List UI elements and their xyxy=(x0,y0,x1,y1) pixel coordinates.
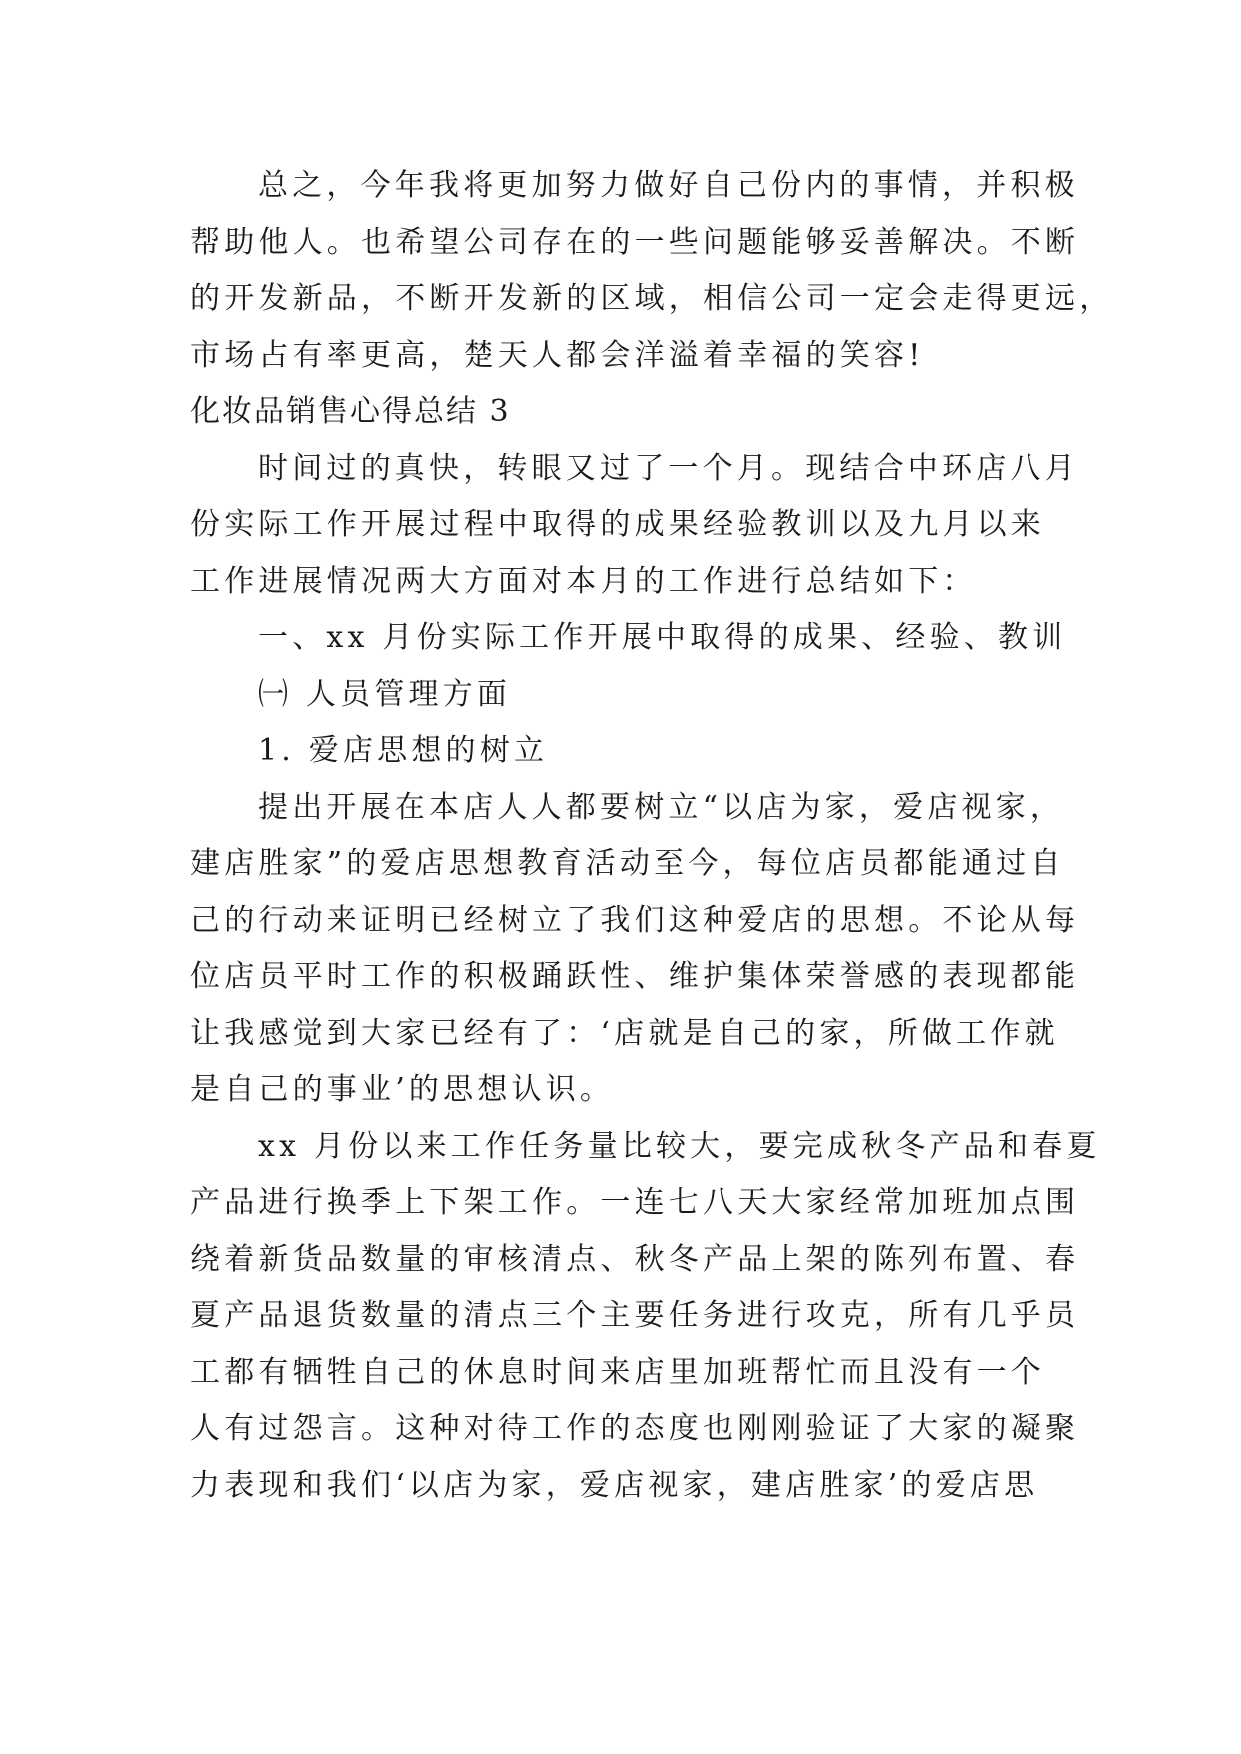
paragraph-line: 总之，今年我将更加努力做好自己份内的事情，并积极 xyxy=(258,168,1079,203)
paragraph-line: xx 月份以来工作任务量比较大，要完成秋冬产品和春夏 xyxy=(258,1128,1101,1164)
subheading-line: 1. 爱店思想的树立 xyxy=(258,733,549,768)
paragraph-line: 力表现和我们‘以店为家，爱店视家，建店胜家’的爱店思 xyxy=(190,1467,1039,1503)
paragraph-line: 帮助他人。也希望公司存在的一些问题能够妥善解决。不断 xyxy=(190,224,1080,260)
paragraph-line: 夏产品退货数量的清点三个主要任务进行攻克，所有几乎员 xyxy=(190,1298,1080,1333)
paragraph-line: 的开发新品，不断开发新的区域，相信公司一定会走得更远， xyxy=(190,281,1114,316)
paragraph-line: 工作进展情况两大方面对本月的工作进行总结如下： xyxy=(190,563,977,599)
paragraph-line: 人有过怨言。这种对待工作的态度也刚刚验证了大家的凝聚 xyxy=(190,1411,1080,1446)
subheading-line: ㈠ 人员管理方面 xyxy=(258,676,512,712)
paragraph-line: 让我感觉到大家已经有了：‘店就是自己的家，所做工作就 xyxy=(190,1015,1059,1051)
document-body xyxy=(190,158,1114,1514)
paragraph-line: 位店员平时工作的积极踊跃性、维护集体荣誉感的表现都能 xyxy=(190,959,1080,994)
paragraph-line: 己的行动来证明已经树立了我们这种爱店的思想。不论从每 xyxy=(190,902,1080,938)
section-title: 化妆品销售心得总结 3 xyxy=(190,394,511,429)
paragraph-line: 产品进行换季上下架工作。一连七八天大家经常加班加点围 xyxy=(190,1185,1080,1220)
paragraph-line: 是自己的事业’的思想认识。 xyxy=(190,1072,615,1107)
paragraph-line: 工都有牺牲自己的休息时间来店里加班帮忙而且没有一个 xyxy=(190,1354,1045,1390)
paragraph-line: 绕着新货品数量的审核清点、秋冬产品上架的陈列布置、春 xyxy=(190,1241,1080,1277)
paragraph-line: 建店胜家”的爱店思想教育活动至今，每位店员都能通过自 xyxy=(190,846,1065,881)
subheading-line: 一、xx 月份实际工作开展中取得的成果、经验、教训 xyxy=(258,620,1067,655)
paragraph-line: 份实际工作开展过程中取得的成果经验教训以及九月以来 xyxy=(190,507,1045,542)
paragraph-line: 市场占有率更高，楚天人都会洋溢着幸福的笑容! xyxy=(190,337,925,373)
paragraph-line: 提出开展在本店人人都要树立“以店为家，爱店视家， xyxy=(258,789,1065,825)
paragraph-line: 时间过的真快，转眼又过了一个月。现结合中环店八月 xyxy=(258,450,1079,486)
